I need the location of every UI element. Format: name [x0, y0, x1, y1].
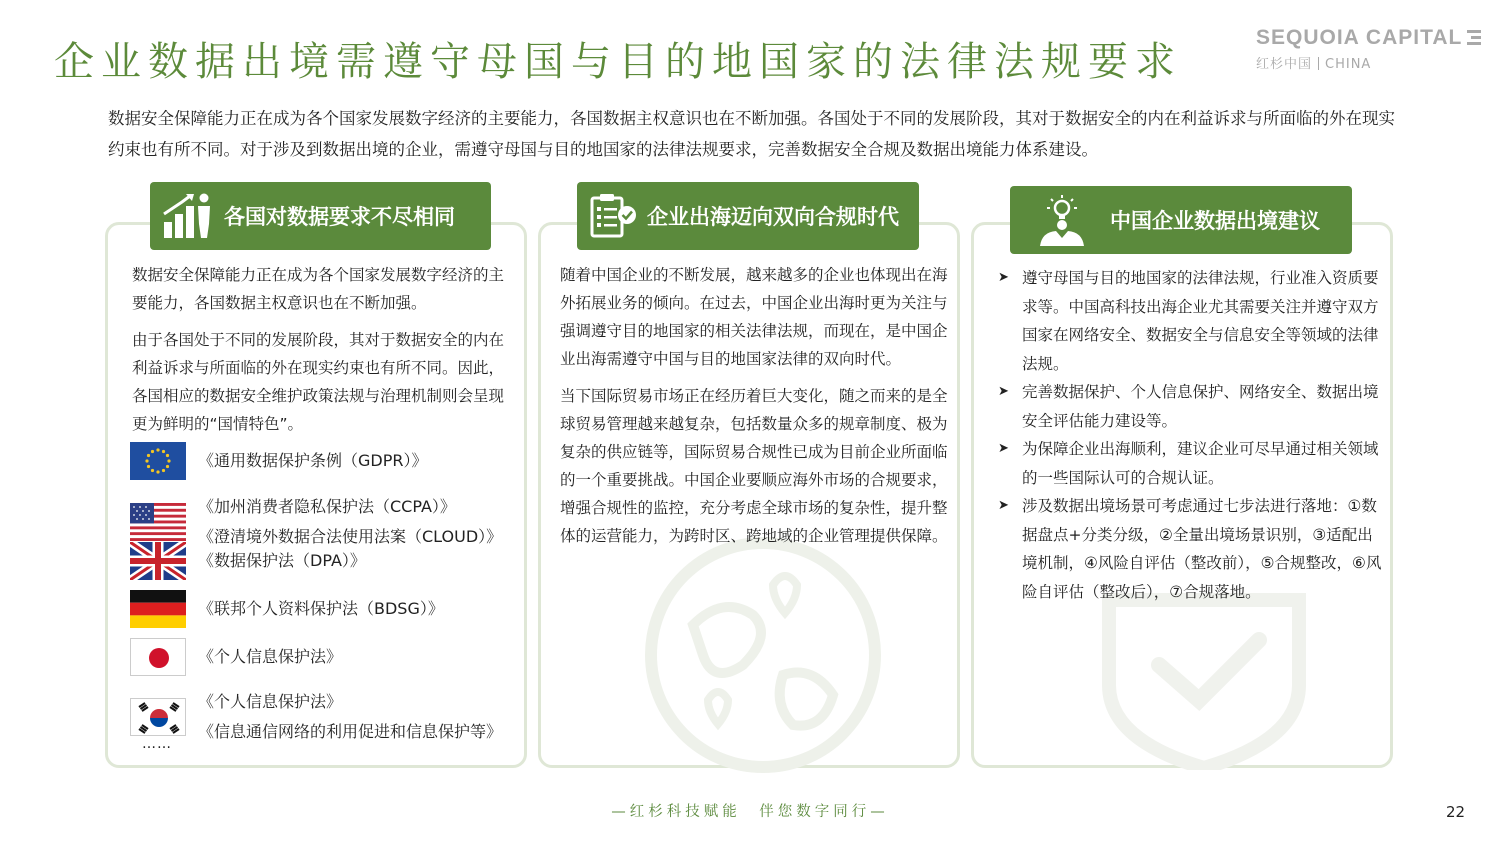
header-label: 各国对数据要求不尽相同 — [224, 205, 455, 229]
arrow-bullet-icon: ➤ — [998, 441, 1009, 456]
arrow-bullet-icon: ➤ — [998, 270, 1009, 285]
footer-slogan: —红杉科技赋能 伴您数字同行— — [611, 804, 889, 820]
header-recommendations — [1010, 186, 1352, 254]
header-country-requirements — [150, 182, 491, 250]
page-number: 22 — [1446, 803, 1466, 821]
header-label: 企业出海迈向双向合规时代 — [647, 205, 899, 229]
law-row-eu — [130, 442, 428, 480]
header-bidirectional-compliance — [577, 182, 919, 250]
checklist-icon — [589, 193, 637, 239]
list-item: ➤ 涉及数据出境场景可考虑通过七步法进行落地：①数据盘点+分类分级，②全量出境场景识别，③适配出境机制，④风险自评估（整改前），⑤合规整改，⑥风险自评估（整改后），⑦合规落地。 — [998, 492, 1383, 606]
law-row-uk — [130, 542, 366, 580]
list-item: ➤ 为保障企业出海顺利，建议企业可尽早通过相关领域的一些国际认可的合规认证。 — [998, 435, 1383, 492]
germany-flag-icon — [130, 590, 186, 628]
law-bdsg: 《联邦个人资料保护法（BDSG）》 — [198, 599, 444, 618]
eu-flag-icon — [130, 442, 186, 480]
law-list-ellipsis: …… — [142, 736, 172, 752]
panel2-paragraph-1: 随着中国企业的不断发展，越来越多的企业也体现出在海外拓展业务的倾向。在过去，中国企业出海时更为关注与强调遵守目的地国家的相关法律法规，而现在，是中国企业出海需遵守中国与目的地国家法律的双向时代。 — [560, 266, 948, 368]
uk-flag-icon — [130, 542, 186, 580]
law-japan-pipa: 《个人信息保护法》 — [198, 647, 343, 666]
panel1-paragraph-2: 由于各国处于不同的发展阶段，其对于数据安全的内在利益诉求与所面临的外在现实约束也有所不同。因此，各国相应的数据安全维护政策法规与治理机制则会呈现更为鲜明的“国情特色”。 — [132, 331, 505, 433]
idea-person-icon — [1032, 194, 1092, 246]
logo-sub-left: 红杉中国 — [1256, 57, 1313, 72]
arrow-bullet-icon: ➤ — [998, 384, 1009, 399]
intro-paragraph: 数据安全保障能力正在成为各个国家发展数字经济的主要能力，各国数据主权意识也在不断加强。各国处于不同的发展阶段，其对于数据安全的内在利益诉求与所面临的外在现实约束也有所不同。对于涉及到数据出境的企业，需遵守母国与目的地国家的法律法规要求，完善数据安全合规及数据出境能力体系建设。 — [108, 109, 1395, 159]
logo-main-text: SEQUOIA CAPITAL — [1256, 26, 1463, 49]
law-korea-pipa: 《个人信息保护法》 — [198, 692, 343, 711]
globe-watermark-icon — [633, 525, 893, 785]
sequoia-logo — [1256, 26, 1476, 72]
arrow-bullet-icon: ➤ — [998, 498, 1009, 513]
list-item: ➤ 遵守母国与目的地国家的法律法规，行业准入资质要求等。中国高科技出海企业尤其需要关注并遵守双方国家在网络安全、数据安全与信息安全等领域的法律法规。 — [998, 264, 1383, 378]
law-ccpa: 《加州消费者隐私保护法（CCPA）》 — [198, 497, 456, 516]
panel2-paragraph-2: 当下国际贸易市场正在经历着巨大变化，随之而来的是全球贸易管理越来越复杂，包括数量众多的规章制度、极为复杂的供应链等，国际贸易合规性已成为目前企业所面临的一个重要挑战。中国企业要顺应海外市场的合规要求，增强合规性的监控，充分考虑全球市场的复杂性，提升整体的运营能力，为跨时区、跨地域的企业管理提供保障。 — [560, 387, 948, 545]
page-title: 企业数据出境需遵守母国与目的地国家的法律法规要求 — [54, 39, 1182, 85]
law-row-japan — [130, 638, 342, 676]
list-item: ➤ 完善数据保护、个人信息保护、网络安全、数据出境安全评估能力建设等。 — [998, 378, 1383, 435]
law-row-korea — [130, 687, 502, 747]
chart-person-icon — [162, 192, 214, 240]
law-row-germany — [130, 590, 444, 628]
panel1-body — [132, 261, 516, 447]
recommendation-list — [998, 264, 1383, 606]
law-korea-network: 《信息通信网络的利用促进和信息保护等》 — [198, 722, 503, 741]
logo-mark-icon — [1467, 30, 1476, 46]
logo-sub-right: CHINA — [1325, 57, 1372, 72]
korea-flag-icon — [130, 698, 186, 736]
shield-check-watermark-icon — [1099, 590, 1309, 770]
japan-flag-icon — [130, 638, 186, 676]
us-flag-icon — [130, 503, 186, 541]
header-label: 中国企业数据出境建议 — [1110, 209, 1320, 233]
panel2-body — [560, 261, 950, 559]
panel1-paragraph-1: 数据安全保障能力正在成为各个国家发展数字经济的主要能力，各国数据主权意识也在不断加强。 — [132, 266, 505, 312]
law-cloud: 《澄清境外数据合法使用法案（CLOUD）》 — [198, 527, 503, 546]
law-gdpr: 《通用数据保护条例（GDPR）》 — [198, 451, 428, 470]
law-dpa: 《数据保护法（DPA）》 — [198, 551, 366, 570]
